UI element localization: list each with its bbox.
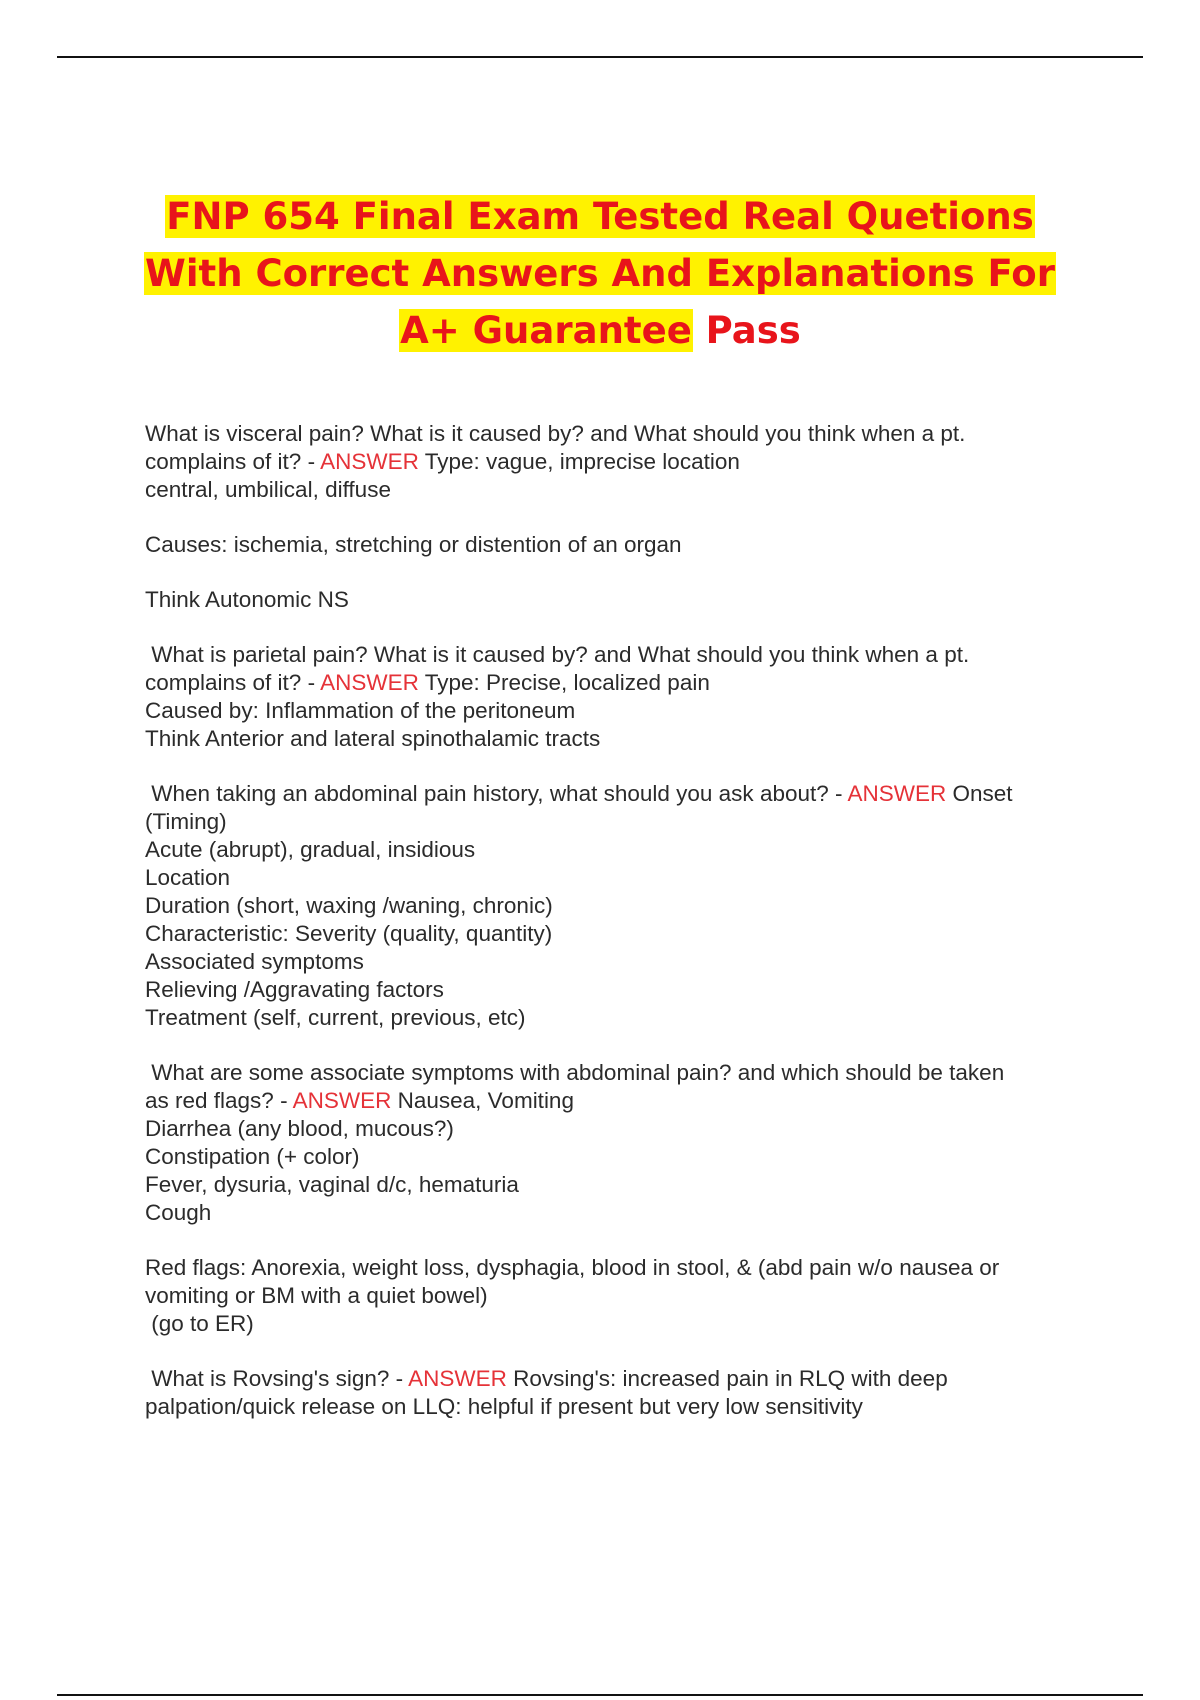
question-answer-line xyxy=(145,1365,1100,1393)
answer-line: Relieving /Aggravating factors xyxy=(145,977,444,1002)
answer-line: (Timing) xyxy=(145,809,227,834)
answer-line: Red flags: Anorexia, weight loss, dysphagia, blood in stool, & (abd pain w/o nausea or xyxy=(145,1255,1000,1280)
question-tail: complains of it? - xyxy=(145,449,321,474)
question-line: What are some associate symptoms with abdominal pain? and which should be taken xyxy=(145,1060,1005,1085)
answer-line: Think Anterior and lateral spinothalamic tracts xyxy=(145,726,601,751)
answer-line: palpation/quick release on LLQ: helpful if present but very low sensitivity xyxy=(145,1394,863,1419)
paragraph-causes xyxy=(145,531,1100,559)
question-answer-line xyxy=(145,780,1100,808)
document-body xyxy=(145,420,1100,1448)
answer-line: vomiting or BM with a quiet bowel) xyxy=(145,1283,488,1308)
answer-marker: ANSWER xyxy=(847,781,947,806)
answer-line: Caused by: Inflammation of the peritoneum xyxy=(145,698,576,723)
answer-marker: ANSWER xyxy=(320,449,419,474)
title-line-3-highlighted: A+ Guarantee xyxy=(400,309,692,352)
answer-line: Fever, dysuria, vaginal d/c, hematuria xyxy=(145,1172,519,1197)
answer-line: Characteristic: Severity (quality, quantity) xyxy=(145,921,553,946)
answer-line: central, umbilical, diffuse xyxy=(145,477,391,502)
qa-visceral-pain xyxy=(145,420,1100,504)
paragraph-red-flags xyxy=(145,1254,1100,1338)
qa-parietal-pain xyxy=(145,641,1100,753)
answer-line: Duration (short, waxing /waning, chronic) xyxy=(145,893,553,918)
qa-associated-symptoms xyxy=(145,1059,1100,1227)
question-answer-line xyxy=(145,448,1100,476)
document-title xyxy=(100,188,1100,359)
answer-line: Cough xyxy=(145,1200,212,1225)
question-tail: complains of it? - xyxy=(145,670,321,695)
answer-text: Rovsing's: increased pain in RLQ with deep xyxy=(506,1366,948,1391)
title-line-1: FNP 654 Final Exam Tested Real Quetions xyxy=(166,195,1034,238)
question-answer-line xyxy=(145,1087,1100,1115)
top-rule xyxy=(57,56,1143,58)
question-line: What is visceral pain? What is it caused by? and What should you think when a pt. xyxy=(145,421,966,446)
title-line-3-rest: Pass xyxy=(692,309,801,352)
answer-line: Constipation (+ color) xyxy=(145,1144,360,1169)
answer-line: Diarrhea (any blood, mucous?) xyxy=(145,1116,454,1141)
qa-rovsing-sign xyxy=(145,1365,1100,1421)
qa-pain-history xyxy=(145,780,1100,1032)
title-line-2: With Correct Answers And Explanations For xyxy=(145,252,1055,295)
question-tail: as red flags? - xyxy=(145,1088,293,1113)
answer-line: Location xyxy=(145,865,231,890)
answer-marker: ANSWER xyxy=(408,1366,507,1391)
answer-line: Think Autonomic NS xyxy=(145,587,349,612)
answer-line: Associated symptoms xyxy=(145,949,364,974)
question-line: What is parietal pain? What is it caused by? and What should you think when a pt. xyxy=(145,642,970,667)
answer-line: (go to ER) xyxy=(145,1311,254,1336)
answer-text: Onset xyxy=(946,781,1013,806)
answer-line: Treatment (self, current, previous, etc) xyxy=(145,1005,526,1030)
answer-line: Acute (abrupt), gradual, insidious xyxy=(145,837,476,862)
answer-text: Nausea, Vomiting xyxy=(391,1088,574,1113)
answer-marker: ANSWER xyxy=(320,670,419,695)
answer-line: Causes: ischemia, stretching or distention of an organ xyxy=(145,532,682,557)
bottom-rule xyxy=(57,1694,1143,1696)
question-text: When taking an abdominal pain history, what should you ask about? - xyxy=(145,781,848,806)
answer-text: Type: vague, imprecise location xyxy=(418,449,740,474)
question-text: What is Rovsing's sign? - xyxy=(145,1366,409,1391)
answer-text: Type: Precise, localized pain xyxy=(418,670,710,695)
question-answer-line xyxy=(145,669,1100,697)
answer-marker: ANSWER xyxy=(292,1088,392,1113)
paragraph-think xyxy=(145,586,1100,614)
